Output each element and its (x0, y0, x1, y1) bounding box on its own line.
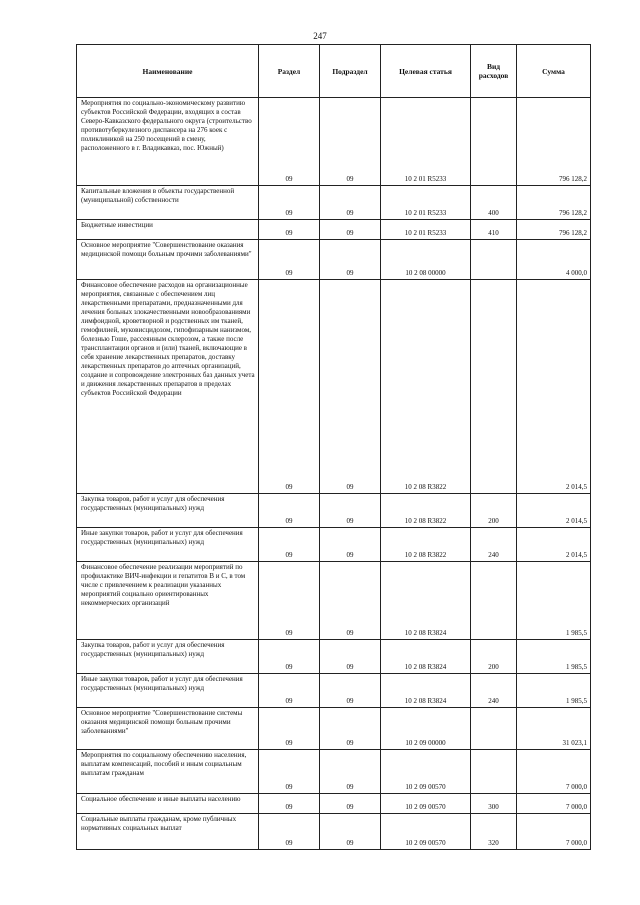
row-subsection: 09 (320, 640, 381, 674)
row-expense-type (471, 240, 517, 280)
row-section: 09 (259, 562, 320, 640)
row-name: Мероприятия по социальному обеспечению населения, выплатам компенсаций, пособий и иным социальным выплатам гражданам (77, 750, 259, 794)
row-name: Финансовое обеспечение реализации мероприятий по профилактике ВИЧ-инфекции и гепатитов B и C, в том числе с привлечением к реализации указанных мероприятий социально ориентированных некоммерческих организаций (77, 562, 259, 640)
row-target: 10 2 08 00000 (381, 240, 471, 280)
row-sum: 4 000,0 (517, 240, 591, 280)
table-row (77, 528, 591, 562)
row-expense-type: 300 (471, 794, 517, 814)
row-name: Основное мероприятие "Совершенствование системы оказания медицинской помощи больным прочими заболеваниями" (77, 708, 259, 750)
row-sum: 7 000,0 (517, 750, 591, 794)
row-target: 10 2 09 00000 (381, 708, 471, 750)
row-target: 10 2 01 R5233 (381, 186, 471, 220)
row-section: 09 (259, 494, 320, 528)
row-sum: 7 000,0 (517, 794, 591, 814)
row-expense-type: 400 (471, 186, 517, 220)
row-sum: 796 128,2 (517, 220, 591, 240)
row-sum: 1 985,5 (517, 562, 591, 640)
budget-table (76, 44, 591, 850)
row-subsection: 09 (320, 280, 381, 494)
row-section: 09 (259, 750, 320, 794)
row-subsection: 09 (320, 708, 381, 750)
row-subsection: 09 (320, 494, 381, 528)
row-target: 10 2 09 00570 (381, 794, 471, 814)
row-target: 10 2 09 00570 (381, 750, 471, 794)
row-name: Закупка товаров, работ и услуг для обеспечения государственных (муниципальных) нужд (77, 494, 259, 528)
row-target: 10 2 08 R3822 (381, 280, 471, 494)
row-name: Социальное обеспечение и иные выплаты населению (77, 794, 259, 814)
row-sum: 1 985,5 (517, 674, 591, 708)
table-row (77, 750, 591, 794)
row-expense-type (471, 562, 517, 640)
row-target: 10 2 08 R3824 (381, 674, 471, 708)
row-target: 10 2 08 R3822 (381, 528, 471, 562)
row-section: 09 (259, 708, 320, 750)
row-name: Финансовое обеспечение расходов на организационные мероприятия, связанные с обеспечением лиц лекарственными препаратами, предназначенными для лечения больных злокачественными новообразованиями лимфоидной, кроветворной и родственных им тканей, гемофилией, муковисцидозом, гипофизарным нанизмом, болезнью Гоше, рассеянным склерозом, а также после трансплантации органов и (или) тканей, включающие в себя хранение лекарственных препаратов, доставку лекарственных препаратов до аптечных организаций, создание и сопровождение электронных баз данных учета и движения лекарственных препаратов в пределах субъектов Российской Федерации (77, 280, 259, 494)
row-target: 10 2 08 R3822 (381, 494, 471, 528)
row-section: 09 (259, 98, 320, 186)
table-row (77, 280, 591, 494)
table-row (77, 640, 591, 674)
row-target: 10 2 01 R5233 (381, 98, 471, 186)
row-target: 10 2 01 R5233 (381, 220, 471, 240)
row-section: 09 (259, 186, 320, 220)
row-sum: 7 000,0 (517, 814, 591, 850)
row-target: 10 2 08 R3824 (381, 562, 471, 640)
row-sum: 2 014,5 (517, 528, 591, 562)
row-expense-type (471, 280, 517, 494)
row-expense-type: 240 (471, 674, 517, 708)
table-row (77, 814, 591, 850)
row-section: 09 (259, 280, 320, 494)
row-expense-type: 200 (471, 494, 517, 528)
row-expense-type (471, 708, 517, 750)
row-name: Иные закупки товаров, работ и услуг для обеспечения государственных (муниципальных) нужд (77, 674, 259, 708)
header-target: Целевая статья (381, 45, 471, 98)
row-section: 09 (259, 220, 320, 240)
table-row (77, 220, 591, 240)
table-header-row (77, 45, 591, 98)
row-expense-type: 410 (471, 220, 517, 240)
row-sum: 2 014,5 (517, 494, 591, 528)
table-row (77, 794, 591, 814)
row-subsection: 09 (320, 240, 381, 280)
table-row (77, 708, 591, 750)
header-sum: Сумма (517, 45, 591, 98)
header-section: Раздел (259, 45, 320, 98)
row-subsection: 09 (320, 562, 381, 640)
row-target: 10 2 09 00570 (381, 814, 471, 850)
row-name: Социальные выплаты гражданам, кроме публичных нормативных социальных выплат (77, 814, 259, 850)
table-row (77, 186, 591, 220)
row-expense-type: 200 (471, 640, 517, 674)
row-sum: 1 985,5 (517, 640, 591, 674)
table-row (77, 98, 591, 186)
row-expense-type: 320 (471, 814, 517, 850)
row-name: Основное мероприятие "Совершенствование оказания медицинской помощи больным прочими заболеваниями" (77, 240, 259, 280)
row-name: Иные закупки товаров, работ и услуг для обеспечения государственных (муниципальных) нужд (77, 528, 259, 562)
row-sum: 31 023,1 (517, 708, 591, 750)
row-subsection: 09 (320, 528, 381, 562)
row-subsection: 09 (320, 220, 381, 240)
row-sum: 796 128,2 (517, 98, 591, 186)
row-section: 09 (259, 814, 320, 850)
row-subsection: 09 (320, 674, 381, 708)
row-subsection: 09 (320, 750, 381, 794)
header-subsection: Подраздел (320, 45, 381, 98)
row-name: Бюджетные инвестиции (77, 220, 259, 240)
row-section: 09 (259, 794, 320, 814)
row-section: 09 (259, 240, 320, 280)
row-subsection: 09 (320, 186, 381, 220)
row-sum: 796 128,2 (517, 186, 591, 220)
table-row (77, 562, 591, 640)
row-subsection: 09 (320, 794, 381, 814)
row-sum: 2 014,5 (517, 280, 591, 494)
row-subsection: 09 (320, 98, 381, 186)
row-section: 09 (259, 640, 320, 674)
row-section: 09 (259, 528, 320, 562)
page-number: 247 (313, 31, 327, 41)
table-row (77, 674, 591, 708)
row-target: 10 2 08 R3824 (381, 640, 471, 674)
header-expense-type: Вид расходов (471, 45, 517, 98)
row-expense-type: 240 (471, 528, 517, 562)
table-row (77, 494, 591, 528)
header-name: Наименование (77, 45, 259, 98)
row-expense-type (471, 750, 517, 794)
table-row (77, 240, 591, 280)
row-name: Мероприятия по социально-экономическому развитию субъектов Российской Федерации, входящих в состав Северо-Кавказского федерального округа (строительство противотуберкулезного диспансера на 276 коек с поликлиникой на 250 посещений в смену, расположенного в г. Владикавказ, пос. Южный) (77, 98, 259, 186)
row-section: 09 (259, 674, 320, 708)
row-name: Закупка товаров, работ и услуг для обеспечения государственных (муниципальных) нужд (77, 640, 259, 674)
row-subsection: 09 (320, 814, 381, 850)
row-expense-type (471, 98, 517, 186)
row-name: Капитальные вложения в объекты государственной (муниципальной) собственности (77, 186, 259, 220)
